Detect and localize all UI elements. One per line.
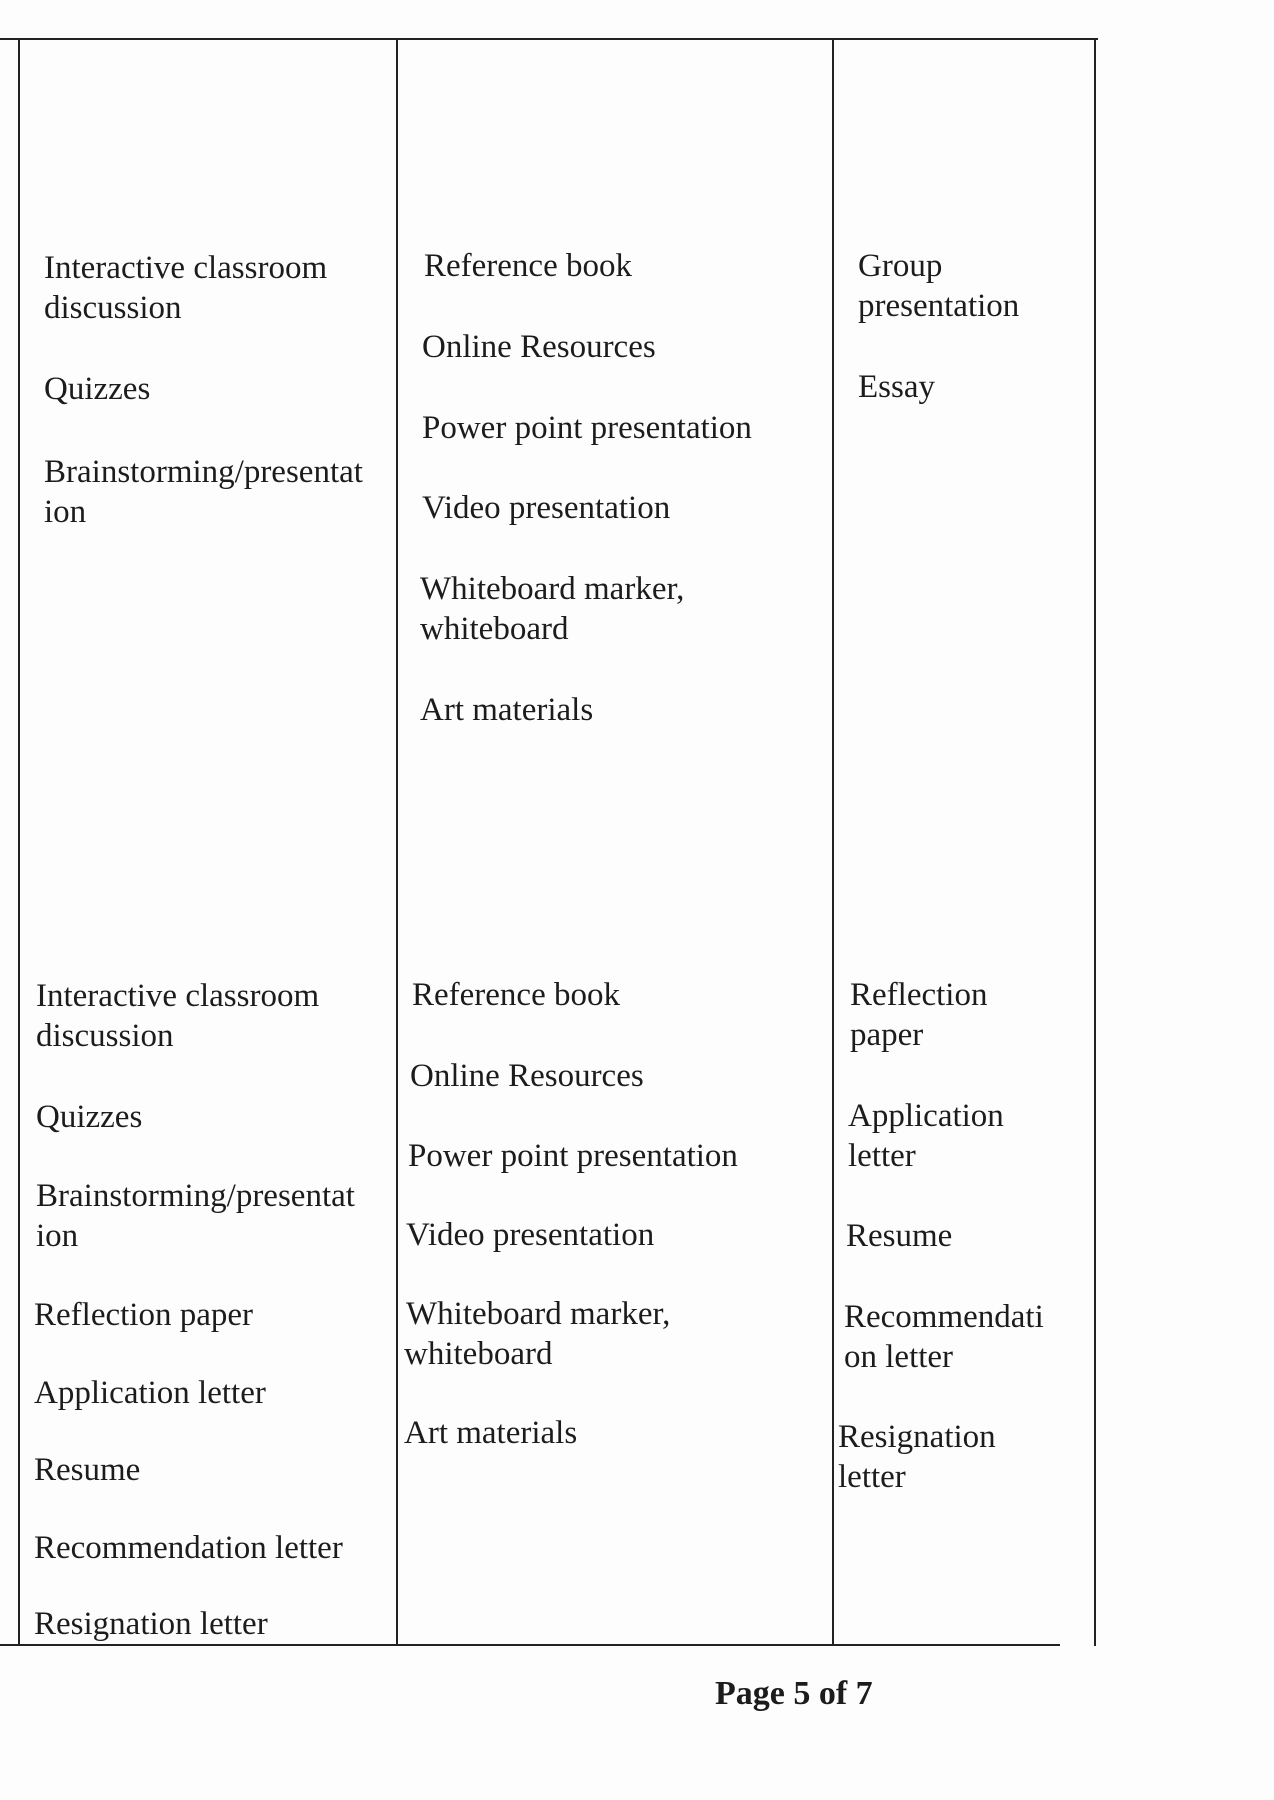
cell-line: Brainstorming/presentat — [36, 1178, 355, 1214]
cell-line: Application letter — [34, 1375, 266, 1411]
cell-line: Reflection paper — [34, 1297, 253, 1333]
cell-line: presentation — [858, 288, 1020, 324]
cell-line: Reference book — [412, 977, 620, 1013]
cell-line: on letter — [844, 1339, 954, 1375]
table-right-border — [1094, 38, 1096, 1646]
cell-line: Art materials — [420, 692, 594, 728]
cell-line: whiteboard — [404, 1336, 553, 1372]
cell-line: discussion — [36, 1018, 174, 1054]
cell-line: Brainstorming/presentat — [44, 454, 363, 490]
cell-line: Quizzes — [44, 371, 151, 407]
cell-line: ion — [44, 494, 87, 530]
cell-line: Quizzes — [36, 1099, 143, 1135]
cell-line: whiteboard — [420, 611, 569, 647]
cell-line: Group — [858, 248, 943, 284]
cell-line: Art materials — [404, 1415, 578, 1451]
cell-line: Essay — [858, 369, 935, 405]
page-number: Page 5 of 7 — [715, 1675, 873, 1712]
cell-line: Whiteboard marker, — [420, 571, 685, 607]
cell-line: Reference book — [424, 248, 632, 284]
cell-line: letter — [848, 1138, 916, 1174]
cell-line: Online Resources — [422, 329, 656, 365]
table-bottom-border — [0, 1644, 1060, 1646]
cell-line: Recommendation letter — [34, 1530, 343, 1566]
cell-line: Recommendati — [844, 1299, 1044, 1335]
column-divider-2 — [832, 38, 834, 1646]
cell-line: ion — [36, 1218, 79, 1254]
cell-line: Power point presentation — [408, 1138, 738, 1174]
cell-line: letter — [838, 1459, 906, 1495]
cell-line: discussion — [44, 290, 182, 326]
cell-line: Online Resources — [410, 1058, 644, 1094]
cell-line: Resignation — [838, 1419, 996, 1455]
cell-line: Resume — [34, 1452, 141, 1488]
cell-line: Application — [848, 1098, 1004, 1134]
cell-line: Power point presentation — [422, 410, 752, 446]
cell-line: Interactive classroom — [44, 250, 328, 286]
column-divider-1 — [396, 38, 398, 1646]
cell-line: Whiteboard marker, — [406, 1296, 671, 1332]
cell-line: Video presentation — [422, 490, 671, 526]
cell-line: Video presentation — [406, 1217, 655, 1253]
table-left-border — [18, 38, 20, 1646]
cell-line: paper — [850, 1017, 924, 1053]
cell-line: Reflection — [850, 977, 988, 1013]
cell-line: Resignation letter — [34, 1606, 268, 1642]
table-top-border — [0, 38, 1098, 40]
cell-line: Interactive classroom — [36, 978, 320, 1014]
cell-line: Resume — [846, 1218, 953, 1254]
